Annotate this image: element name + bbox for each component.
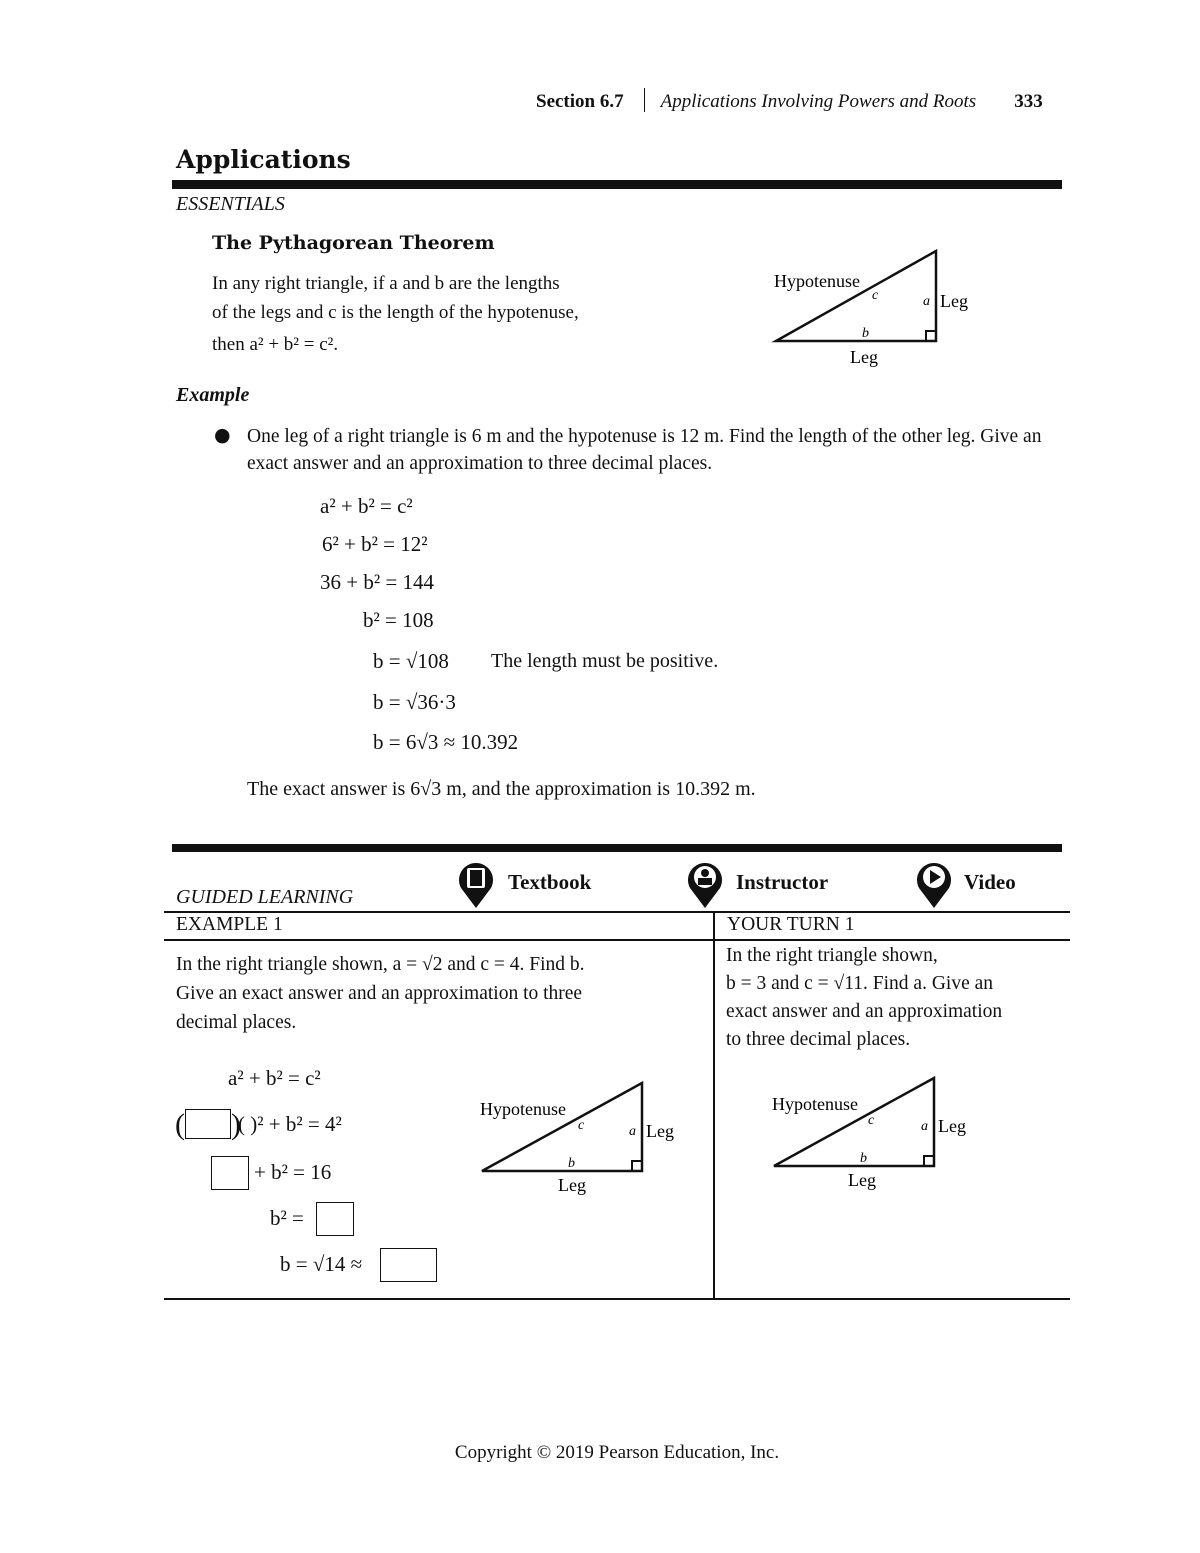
guided-label: GUIDED LEARNING: [176, 886, 354, 908]
example-problem: One leg of a right triangle is 6 m and the hypotenuse is 12 m. Find the length of the other leg. Give an exact answer and an approximation to three decimal places.: [247, 426, 1042, 474]
theorem-line: In any right triangle, if a and b are the lengths: [212, 273, 560, 294]
video-label[interactable]: Video: [964, 870, 1016, 894]
title-rule: [172, 180, 1062, 189]
example-step: a² + b² = c²: [320, 494, 413, 518]
right-angle-marker: [632, 1161, 642, 1171]
side-a-label: a: [629, 1124, 636, 1139]
example1-step-row: [211, 1156, 249, 1190]
example1-step-row: [316, 1202, 354, 1236]
leg-label-vertical: Leg: [938, 1116, 966, 1136]
theorem-line: of the legs and c is the length of the hypotenuse,: [212, 302, 579, 323]
side-a-label: a: [921, 1119, 928, 1134]
triangle-shape: [774, 1078, 934, 1166]
yourturn1-problem: [726, 942, 1066, 1054]
table-bottom-rule: [164, 1298, 1070, 1300]
side-c-label: c: [578, 1118, 585, 1133]
theorem-title: The Pythagorean Theorem: [212, 232, 495, 254]
example1-step: b² =: [270, 1206, 304, 1230]
page-title: Applications: [176, 145, 351, 174]
side-a-label: a: [923, 294, 930, 309]
header-divider: [644, 88, 645, 112]
page-number: 333: [1014, 91, 1043, 112]
textbook-label[interactable]: Textbook: [508, 870, 592, 894]
example-label: Example: [176, 384, 250, 406]
answer-box-a[interactable]: [185, 1109, 231, 1139]
yourturn1-line: In the right triangle shown,: [726, 945, 938, 966]
side-b-label: b: [860, 1151, 867, 1166]
example1-step: b = √14 ≈: [280, 1252, 363, 1276]
running-header: [536, 88, 1043, 113]
theorem-body: [212, 269, 579, 359]
example1-triangle-diagram: [476, 1075, 686, 1200]
example-step: b = √36·3: [373, 690, 456, 714]
example-step: 6² + b² = 12²: [322, 532, 428, 556]
hypotenuse-label: Hypotenuse: [480, 1099, 566, 1119]
hypotenuse-label: Hypotenuse: [774, 271, 860, 291]
side-c-label: c: [868, 1113, 875, 1128]
example1-step: + b² = 16: [254, 1160, 332, 1184]
theorem-line: then a² + b² = c².: [212, 334, 339, 355]
leg-label-horizontal: Leg: [850, 347, 878, 367]
video-icon[interactable]: [914, 860, 954, 910]
answer-box-b-squared[interactable]: [316, 1202, 354, 1236]
example1-header: EXAMPLE 1: [176, 914, 283, 935]
example1-line: In the right triangle shown, a = √2 and c = 4. Find b.: [176, 954, 585, 975]
essentials-label: ESSENTIALS: [176, 193, 285, 215]
table-header-rule: [164, 939, 1070, 941]
example-step: b = √108: [373, 649, 449, 673]
triangle-shape: [776, 251, 936, 341]
answer-box-a-squared[interactable]: [211, 1156, 249, 1190]
hypotenuse-label: Hypotenuse: [772, 1094, 858, 1114]
leg-label-vertical: Leg: [940, 291, 968, 311]
side-b-label: b: [568, 1156, 575, 1171]
yourturn1-triangle-diagram: [768, 1070, 978, 1195]
example-step: 36 + b² = 144: [320, 570, 434, 594]
triangle-shape: [482, 1083, 642, 1171]
example1-step: a² + b² = c²: [228, 1066, 321, 1090]
example1-step: ( )² + b² = 4²: [238, 1112, 342, 1136]
example1-step-row: ( ): [175, 1108, 241, 1141]
example1-problem: [176, 950, 706, 1037]
right-triangle-diagram: [770, 245, 990, 370]
leg-label-horizontal: Leg: [848, 1170, 876, 1190]
table-column-divider: [713, 912, 715, 1300]
example-answer: The exact answer is 6√3 m, and the approximation is 10.392 m.: [247, 778, 756, 800]
answer-box-approx[interactable]: [380, 1248, 437, 1282]
right-angle-marker: [924, 1156, 934, 1166]
yourturn1-header: YOUR TURN 1: [727, 914, 855, 935]
copyright-footer: Copyright © 2019 Pearson Education, Inc.: [454, 1442, 780, 1463]
side-c-label: c: [872, 288, 879, 303]
example1-step-row: [380, 1248, 437, 1282]
example1-line: decimal places.: [176, 1012, 297, 1033]
section-number: Section 6.7: [536, 91, 624, 112]
table-top-rule: [164, 911, 1070, 913]
leg-label-horizontal: Leg: [558, 1175, 586, 1195]
textbook-icon[interactable]: [456, 860, 496, 910]
yourturn1-line: b = 3 and c = √11. Find a. Give an: [726, 973, 994, 994]
positive-note: The length must be positive.: [491, 650, 719, 672]
example-step: b² = 108: [363, 608, 434, 632]
bullet-icon: ●: [214, 424, 231, 446]
instructor-label[interactable]: Instructor: [736, 870, 829, 894]
instructor-icon[interactable]: [685, 860, 725, 910]
guided-rule: [172, 844, 1062, 852]
example-step: b = 6√3 ≈ 10.392: [373, 730, 519, 754]
example1-line: Give an exact answer and an approximation to three: [176, 983, 583, 1004]
right-angle-marker: [926, 331, 936, 341]
side-b-label: b: [862, 326, 869, 341]
section-title: Applications Involving Powers and Roots: [660, 91, 977, 112]
leg-label-vertical: Leg: [646, 1121, 674, 1141]
yourturn1-line: to three decimal places.: [726, 1029, 911, 1050]
yourturn1-line: exact answer and an approximation: [726, 1001, 1003, 1022]
